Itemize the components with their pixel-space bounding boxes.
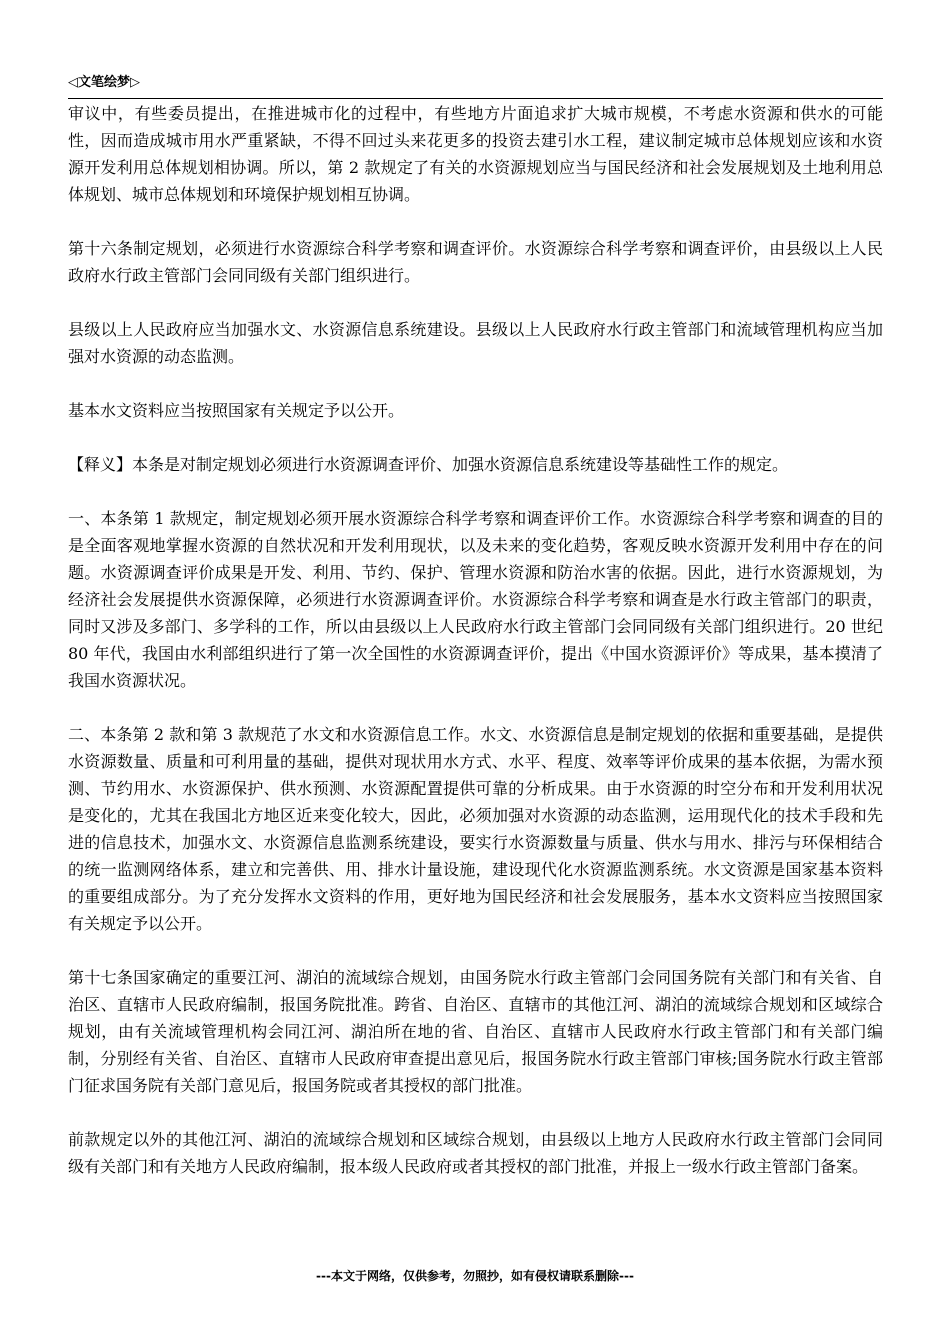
footer-notice: ---本文于网络，仅供参考，勿照抄，如有侵权请联系删除---: [316, 1269, 634, 1283]
paragraph: 【释义】本条是对制定规划必须进行水资源调查评价、加强水资源信息系统建设等基础性工作的规定。: [68, 455, 789, 474]
paragraph: 县级以上人民政府应当加强水文、水资源信息系统建设。县级以上人民政府水行政主管部门和流域管理机构应当加强对水资源的动态监测。: [68, 320, 883, 366]
paragraph: 二、本条第 2 款和第 3 款规范了水文和水资源信息工作。水文、水资源信息是制定规划的依据和重要基础，是提供水资源数量、质量和可利用量的基础，提供对现状用水方式、水平、程度、效率等评价成果的基本依据，为需水预测、节约用水、水资源保护、供水预测、水资源配置提供可靠的分析成果。由于水资源的时空分布和开发利用状况是变化的，尤其在我国北方地区近来变化较大，因此，必须加强对水资源的动态监测，运用现代化的技术手段和先进的信息技术，加强水文、水资源信息监测系统建设，要实行水资源数量与质量、供水与用水、排污与环保相结合的统一监测网络体系，建立和完善供、用、排水计量设施，建设现代化水资源监测系统。水文资源是国家基本资料的重要组成部分。为了充分发挥水文资料的作用，更好地为国民经济和社会发展服务，基本水文资料应当按照国家有关规定予以公开。: [68, 725, 883, 933]
paragraph: 审议中，有些委员提出，在推进城市化的过程中，有些地方片面追求扩大城市规模，不考虑水资源和供水的可能性，因而造成城市用水严重紧缺，不得不回过头来花更多的投资去建引水工程，建议制定城市总体规划应该和水资源开发利用总体规划相协调。所以，第 2 款规定了有关的水资源规划应当与国民经济和社会发展规划及土地利用总体规划、城市总体规划和环境保护规划相互协调。: [68, 104, 883, 204]
paragraph: 第十七条国家确定的重要江河、湖泊的流域综合规划，由国务院水行政主管部门会同国务院有关部门和有关省、自治区、直辖市人民政府编制，报国务院批准。跨省、自治区、直辖市的其他江河、湖泊的流域综合规划和区域综合规划，由有关流域管理机构会同江河、湖泊所在地的省、自治区、直辖市人民政府水行政主管部门和有关部门编制，分别经有关省、自治区、直辖市人民政府审查提出意见后，报国务院水行政主管部门审核;国务院水行政主管部门征求国务院有关部门意见后，报国务院或者其授权的部门批准。: [68, 968, 883, 1095]
page-header: [68, 74, 883, 99]
document-body: [68, 100, 883, 1207]
paragraph: 基本水文资料应当按照国家有关规定予以公开。: [68, 401, 405, 420]
paragraph: 第十六条制定规划，必须进行水资源综合科学考察和调查评价。水资源综合科学考察和调查评价，由县级以上人民政府水行政主管部门会同同级有关部门组织进行。: [68, 239, 883, 285]
paragraph: 前款规定以外的其他江河、湖泊的流域综合规划和区域综合规划，由县级以上地方人民政府水行政主管部门会同同级有关部门和有关地方人民政府编制，报本级人民政府或者其授权的部门批准，并报上一级水行政主管部门备案。: [68, 1130, 883, 1176]
paragraph: 一、本条第 1 款规定，制定规划必须开展水资源综合科学考察和调查评价工作。水资源综合科学考察和调查的目的是全面客观地掌握水资源的自然状况和开发利用现状，以及未来的变化趋势，客观反映水资源开发利用中存在的问题。水资源调查评价成果是开发、利用、节约、保护、管理水资源和防治水害的依据。因此，进行水资源规划，为经济社会发展提供水资源保障，必须进行水资源调查评价。水资源综合科学考察和调查是水行政主管部门的职责，同时又涉及多部门、多学科的工作，所以由县级以上人民政府水行政主管部门会同同级有关部门组织进行。20 世纪 80 年代，我国由水利部组织进行了第一次全国性的水资源调查评价，提出《中国水资源评价》等成果，基本摸清了我国水资源状况。: [68, 509, 883, 690]
header-title: ◁文笔绘梦▷: [68, 75, 140, 90]
